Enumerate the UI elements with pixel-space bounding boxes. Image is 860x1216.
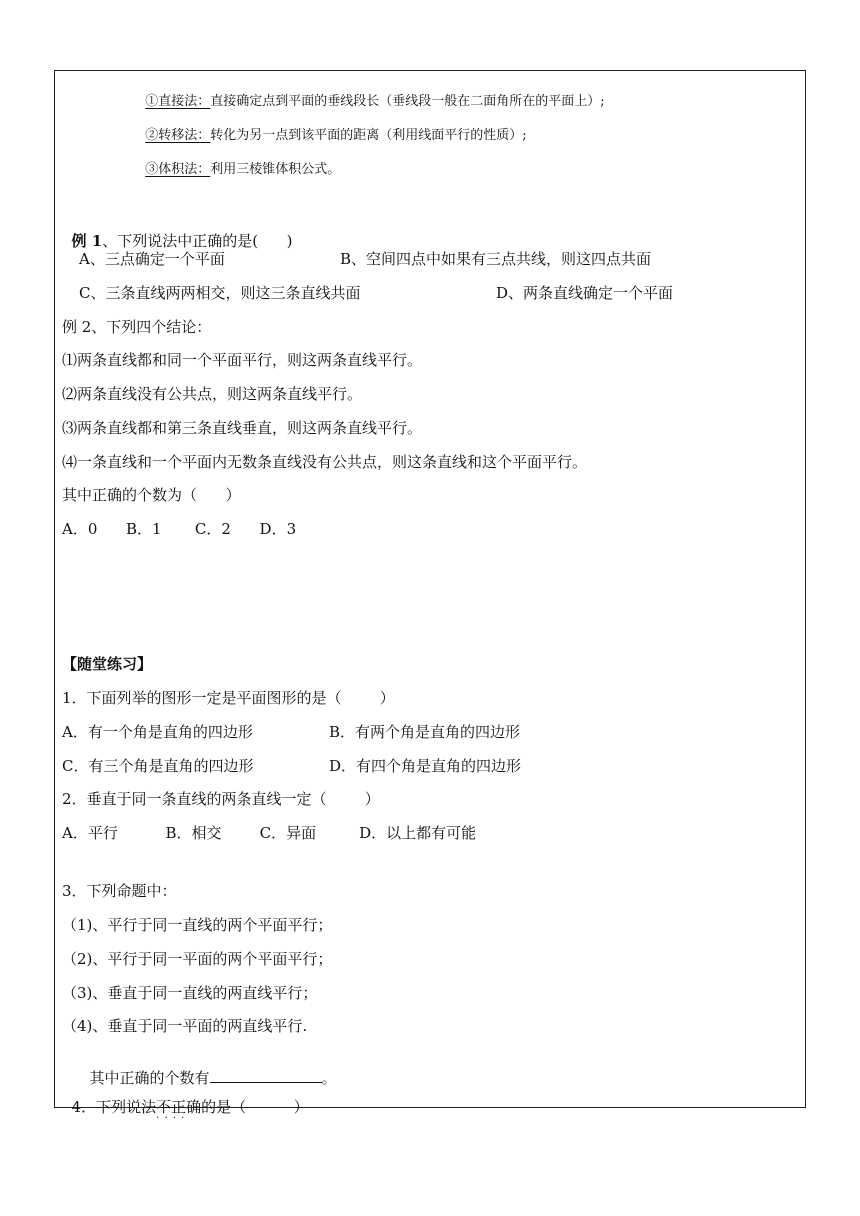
example-2-options: A．0 B．1 C．2 D．3: [62, 520, 297, 538]
example-1-option-b: B、空间四点中如果有三点共线，则这四点共面: [340, 250, 652, 268]
practice-q1-option-b: B．有两个角是直角的四边形: [329, 723, 521, 741]
practice-q3-ask-end: 。: [321, 1069, 337, 1087]
practice-heading: 【随堂练习】: [62, 655, 153, 673]
example-2-statement-1: ⑴两条直线都和同一个平面平行，则这两条直线平行。: [62, 351, 423, 369]
example-1-text: 、下列说法中正确的是( ): [102, 232, 293, 250]
example-1-option-c: C、三条直线两两相交，则这三条直线共面: [79, 284, 361, 302]
method-1-text: 直接确定点到平面的垂线段长（垂线段一般在二面角所在的平面上）;: [210, 94, 605, 109]
example-1-option-a: A、三点确定一个平面: [79, 250, 225, 268]
practice-q3-statement-1: （1)、平行于同一直线的两个平面平行；: [62, 916, 333, 934]
example-2-question: 例 2、下列四个结论：: [62, 318, 212, 336]
example-2-statement-4: ⑷一条直线和一个平面内无数条直线没有公共点，则这条直线和这个平面平行。: [62, 453, 588, 471]
practice-q4-post: 的是（ ）: [201, 1098, 309, 1116]
practice-q2: 2．垂直于同一条直线的两条直线一定（ ）: [62, 790, 380, 808]
method-2: [137, 116, 527, 142]
example-2-ask: 其中正确的个数为（ ）: [62, 486, 241, 504]
practice-q1-option-a: A．有一个角是直角的四边形: [62, 723, 253, 741]
practice-q1-option-d: D．有四个角是直角的四边形: [329, 757, 522, 775]
answer-blank[interactable]: [210, 1068, 322, 1083]
practice-q2-options: A．平行 B．相交 C．异面 D．以上都有可能: [62, 824, 477, 842]
practice-q3-ask-text: 其中正确的个数有: [89, 1069, 210, 1087]
example-1-option-d: D、两条直线确定一个平面: [496, 284, 674, 302]
practice-q4: [62, 1085, 309, 1115]
example-1-label: 例 1: [71, 232, 103, 250]
practice-q3-statement-2: （2)、平行于同一平面的两个平面平行；: [62, 950, 333, 968]
method-3-label: ③体积法：: [145, 162, 211, 177]
method-3: [137, 150, 340, 176]
method-1: [137, 82, 605, 108]
practice-q1: 1．下面列举的图形一定是平面图形的是（ ）: [62, 689, 395, 707]
method-2-label: ②转移法：: [145, 128, 211, 143]
practice-q4-pre: 4．下列说法: [71, 1098, 157, 1116]
practice-q1-option-c: C．有三个角是直角的四边形: [62, 757, 254, 775]
example-1-question: [62, 219, 293, 249]
example-2-statement-2: ⑵两条直线没有公共点，则这两条直线平行。: [62, 385, 363, 403]
practice-q3-statement-3: （3)、垂直于同一直线的两直线平行；: [62, 984, 318, 1002]
practice-q3-ask: [80, 1053, 337, 1086]
example-2-statement-3: ⑶两条直线都和第三条直线垂直，则这两条直线平行。: [62, 419, 423, 437]
practice-q3-statement-4: （4)、垂直于同一平面的两直线平行.: [62, 1017, 308, 1035]
method-1-label: ①直接法：: [145, 94, 211, 109]
method-3-text: 利用三棱锥体积公式。: [210, 162, 341, 177]
practice-q4-emphasis: 不正确 · · · ·: [156, 1098, 201, 1116]
practice-q3: 3．下列命题中：: [62, 882, 177, 900]
method-2-text: 转化为另一点到该平面的距离（利用线面平行的性质）;: [210, 128, 527, 143]
